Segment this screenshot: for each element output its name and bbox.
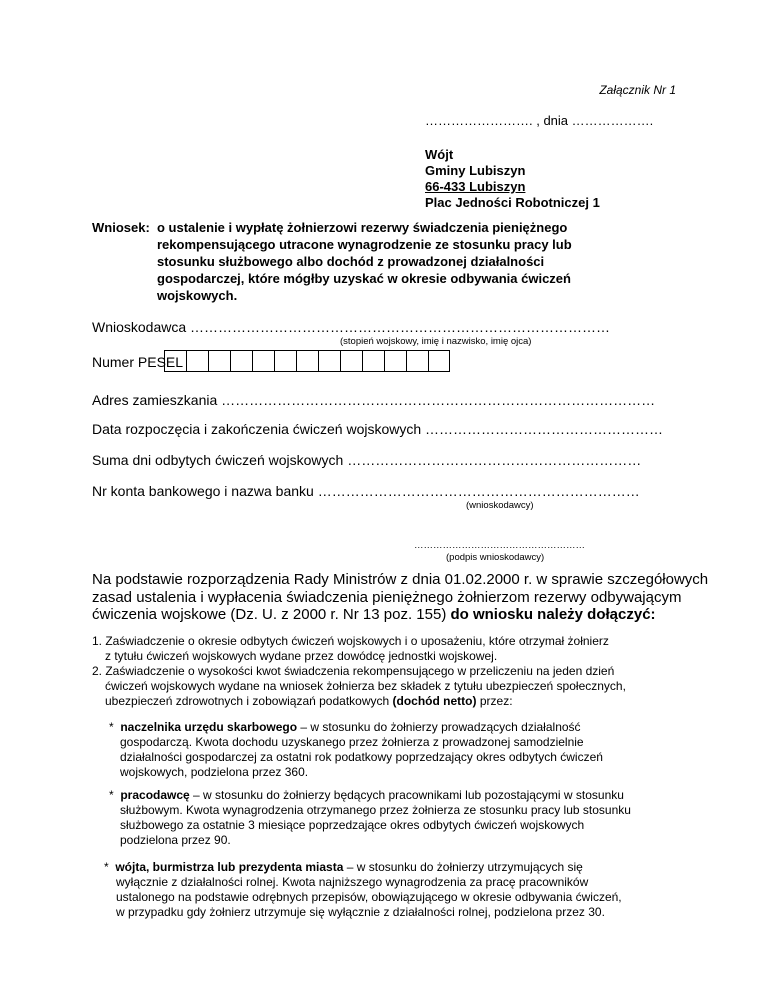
list-item-2-bold: (dochód netto) — [392, 694, 477, 708]
pesel-digit-box[interactable] — [186, 350, 208, 372]
basis-line-3: ćwiczenia wojskowe (Dz. U. z 2000 r. Nr 13 poz. 155) — [92, 606, 447, 623]
bullet-3-rest: – w stosunku do żołnierzy utrzymujących się — [343, 860, 583, 874]
pesel-boxes[interactable] — [164, 350, 450, 372]
list-item-2-line-3: ubezpieczeń zdrowotnych i zobowiązań podatkowych — [105, 694, 390, 708]
pesel-digit-box[interactable] — [208, 350, 230, 372]
recipient-line-4: Plac Jedności Robotniczej 1 — [425, 195, 600, 210]
bullet-1-rest: – w stosunku do żołnierzy prowadzących działalność — [297, 720, 581, 734]
date-line: ……………………. , dnia ………………. — [425, 113, 654, 128]
request-line-4: gospodarczej, które mógłby uzyskać w okresie odbywania ćwiczeń — [157, 271, 571, 286]
list-item-1-line-2: z tytułu ćwiczeń wojskowych wydane przez dowódcę jednostki wojskowej. — [105, 649, 498, 663]
list-item-2-line-2: ćwiczeń wojskowych wydane na wniosek żołnierza bez składek z tytułu ubezpieczeń społecznych, — [105, 679, 626, 693]
bullet-1-title: naczelnika urzędu skarbowego — [120, 720, 298, 734]
pesel-digit-box[interactable] — [384, 350, 406, 372]
address-field[interactable]: Adres zamieszkania ………………………………………………………………………………… — [92, 392, 656, 408]
bullet-star: * — [109, 720, 114, 734]
pesel-digit-box[interactable] — [362, 350, 384, 372]
pesel-digit-box[interactable] — [274, 350, 296, 372]
pesel-digit-box[interactable] — [428, 350, 450, 372]
bullet-2-line-1: służbowym. Kwota wynagrodzenia otrzymanego przez żołnierza ze stosunku pracy lub stosunku — [120, 803, 631, 817]
request-line-1: o ustalenie i wypłatę żołnierzowi rezerwy świadczenia pieniężnego — [157, 220, 568, 235]
pesel-digit-box[interactable] — [406, 350, 428, 372]
bank-hint: (wnioskodawcy) — [466, 500, 534, 511]
request-label: Wniosek: — [92, 220, 150, 235]
bullet-2-rest: – w stosunku do żołnierzy będących pracownikami lub pozostającymi w stosunku — [189, 788, 624, 802]
bullet-3-line-3: w przypadku gdy żołnierz utrzymuje się wyłącznie z działalności rolnej, podzielona przez 30. — [116, 905, 605, 919]
applicant-hint: (stopień wojskowy, imię i nazwisko, imię ojca) — [340, 336, 532, 347]
signature-line[interactable]: ……………………………………………… — [414, 540, 585, 551]
pesel-digit-box[interactable] — [164, 350, 186, 372]
list-item-2-line-1: 2. Zaświadczenie o wysokości kwot świadczenia rekompensującego w przeliczeniu na jeden dzień — [92, 664, 615, 678]
request-line-3: stosunku służbowego albo dochód z prowadzonej działalności — [157, 254, 545, 269]
bullet-2-title: pracodawcę — [120, 788, 190, 802]
dates-field[interactable]: Data rozpoczęcia i zakończenia ćwiczeń wojskowych …………………………………………… — [92, 421, 664, 437]
bullet-3-line-2: ustalonego na podstawie odrębnych przepisów, obowiązującego w okresie odbywania ćwiczeń, — [116, 890, 622, 904]
days-field[interactable]: Suma dni odbytych ćwiczeń wojskowych ……………………………………………………… — [92, 452, 642, 468]
bullet-star: * — [109, 788, 114, 802]
basis-line-1: Na podstawie rozporządzenia Rady Ministrów z dnia 01.02.2000 r. w sprawie szczegółowych — [92, 571, 709, 588]
bullet-star: * — [104, 860, 109, 874]
bullet-1-line-1: gospodarczą. Kwota dochodu uzyskanego przez żołnierza z prowadzonej samodzielnie — [120, 735, 584, 749]
bullet-3-title: wójta, burmistrza lub prezydenta miasta — [115, 860, 344, 874]
attachment-label: Załącznik Nr 1 — [599, 83, 676, 97]
signature-label: (podpis wnioskodawcy) — [446, 552, 545, 563]
recipient-line-2: Gminy Lubiszyn — [425, 163, 526, 178]
bank-field[interactable]: Nr konta bankowego i nazwa banku …………………………………………………………… — [92, 483, 640, 499]
list-item-1-line-1: 1. Zaświadczenie o okresie odbytych ćwiczeń wojskowych i o uposażeniu, które otrzymał żołnierz — [92, 634, 609, 648]
pesel-digit-box[interactable] — [230, 350, 252, 372]
bullet-1-line-3: wojskowych, podzielona przez 360. — [120, 765, 309, 779]
request-line-2: rekompensującego utracone wynagrodzenie ze stosunku pracy lub — [157, 237, 572, 252]
pesel-digit-box[interactable] — [340, 350, 362, 372]
applicant-field[interactable]: Wnioskodawca ……………………………………………………………………………… — [92, 319, 611, 335]
request-line-5: wojskowych. — [157, 288, 238, 303]
pesel-label: Numer PESEL — [92, 354, 184, 370]
list-item-2-end: przez: — [479, 694, 513, 708]
recipient-line-3: 66-433 Lubiszyn — [425, 179, 526, 194]
pesel-digit-box[interactable] — [296, 350, 318, 372]
recipient-line-1: Wójt — [425, 147, 454, 162]
pesel-digit-box[interactable] — [318, 350, 340, 372]
bullet-3-line-1: wyłącznie z działalności rolnej. Kwota najniższego wynagrodzenia za pracę pracowników — [116, 875, 589, 889]
basis-line-2: zasad ustalenia i wypłacenia świadczenia pieniężnego żołnierzom rezerwy odbywającym — [92, 589, 682, 606]
bullet-1-line-2: działalności gospodarczej za ostatni rok podatkowy poprzedzający okres odbytych ćwiczeń — [120, 750, 603, 764]
basis-line-3-bold: do wniosku należy dołączyć: — [450, 606, 656, 623]
bullet-2-line-2: służbowego za ostatnie 3 miesiące poprzedzające okres odbytych ćwiczeń wojskowych — [120, 818, 585, 832]
pesel-digit-box[interactable] — [252, 350, 274, 372]
bullet-2-line-3: podzielona przez 90. — [120, 833, 231, 847]
